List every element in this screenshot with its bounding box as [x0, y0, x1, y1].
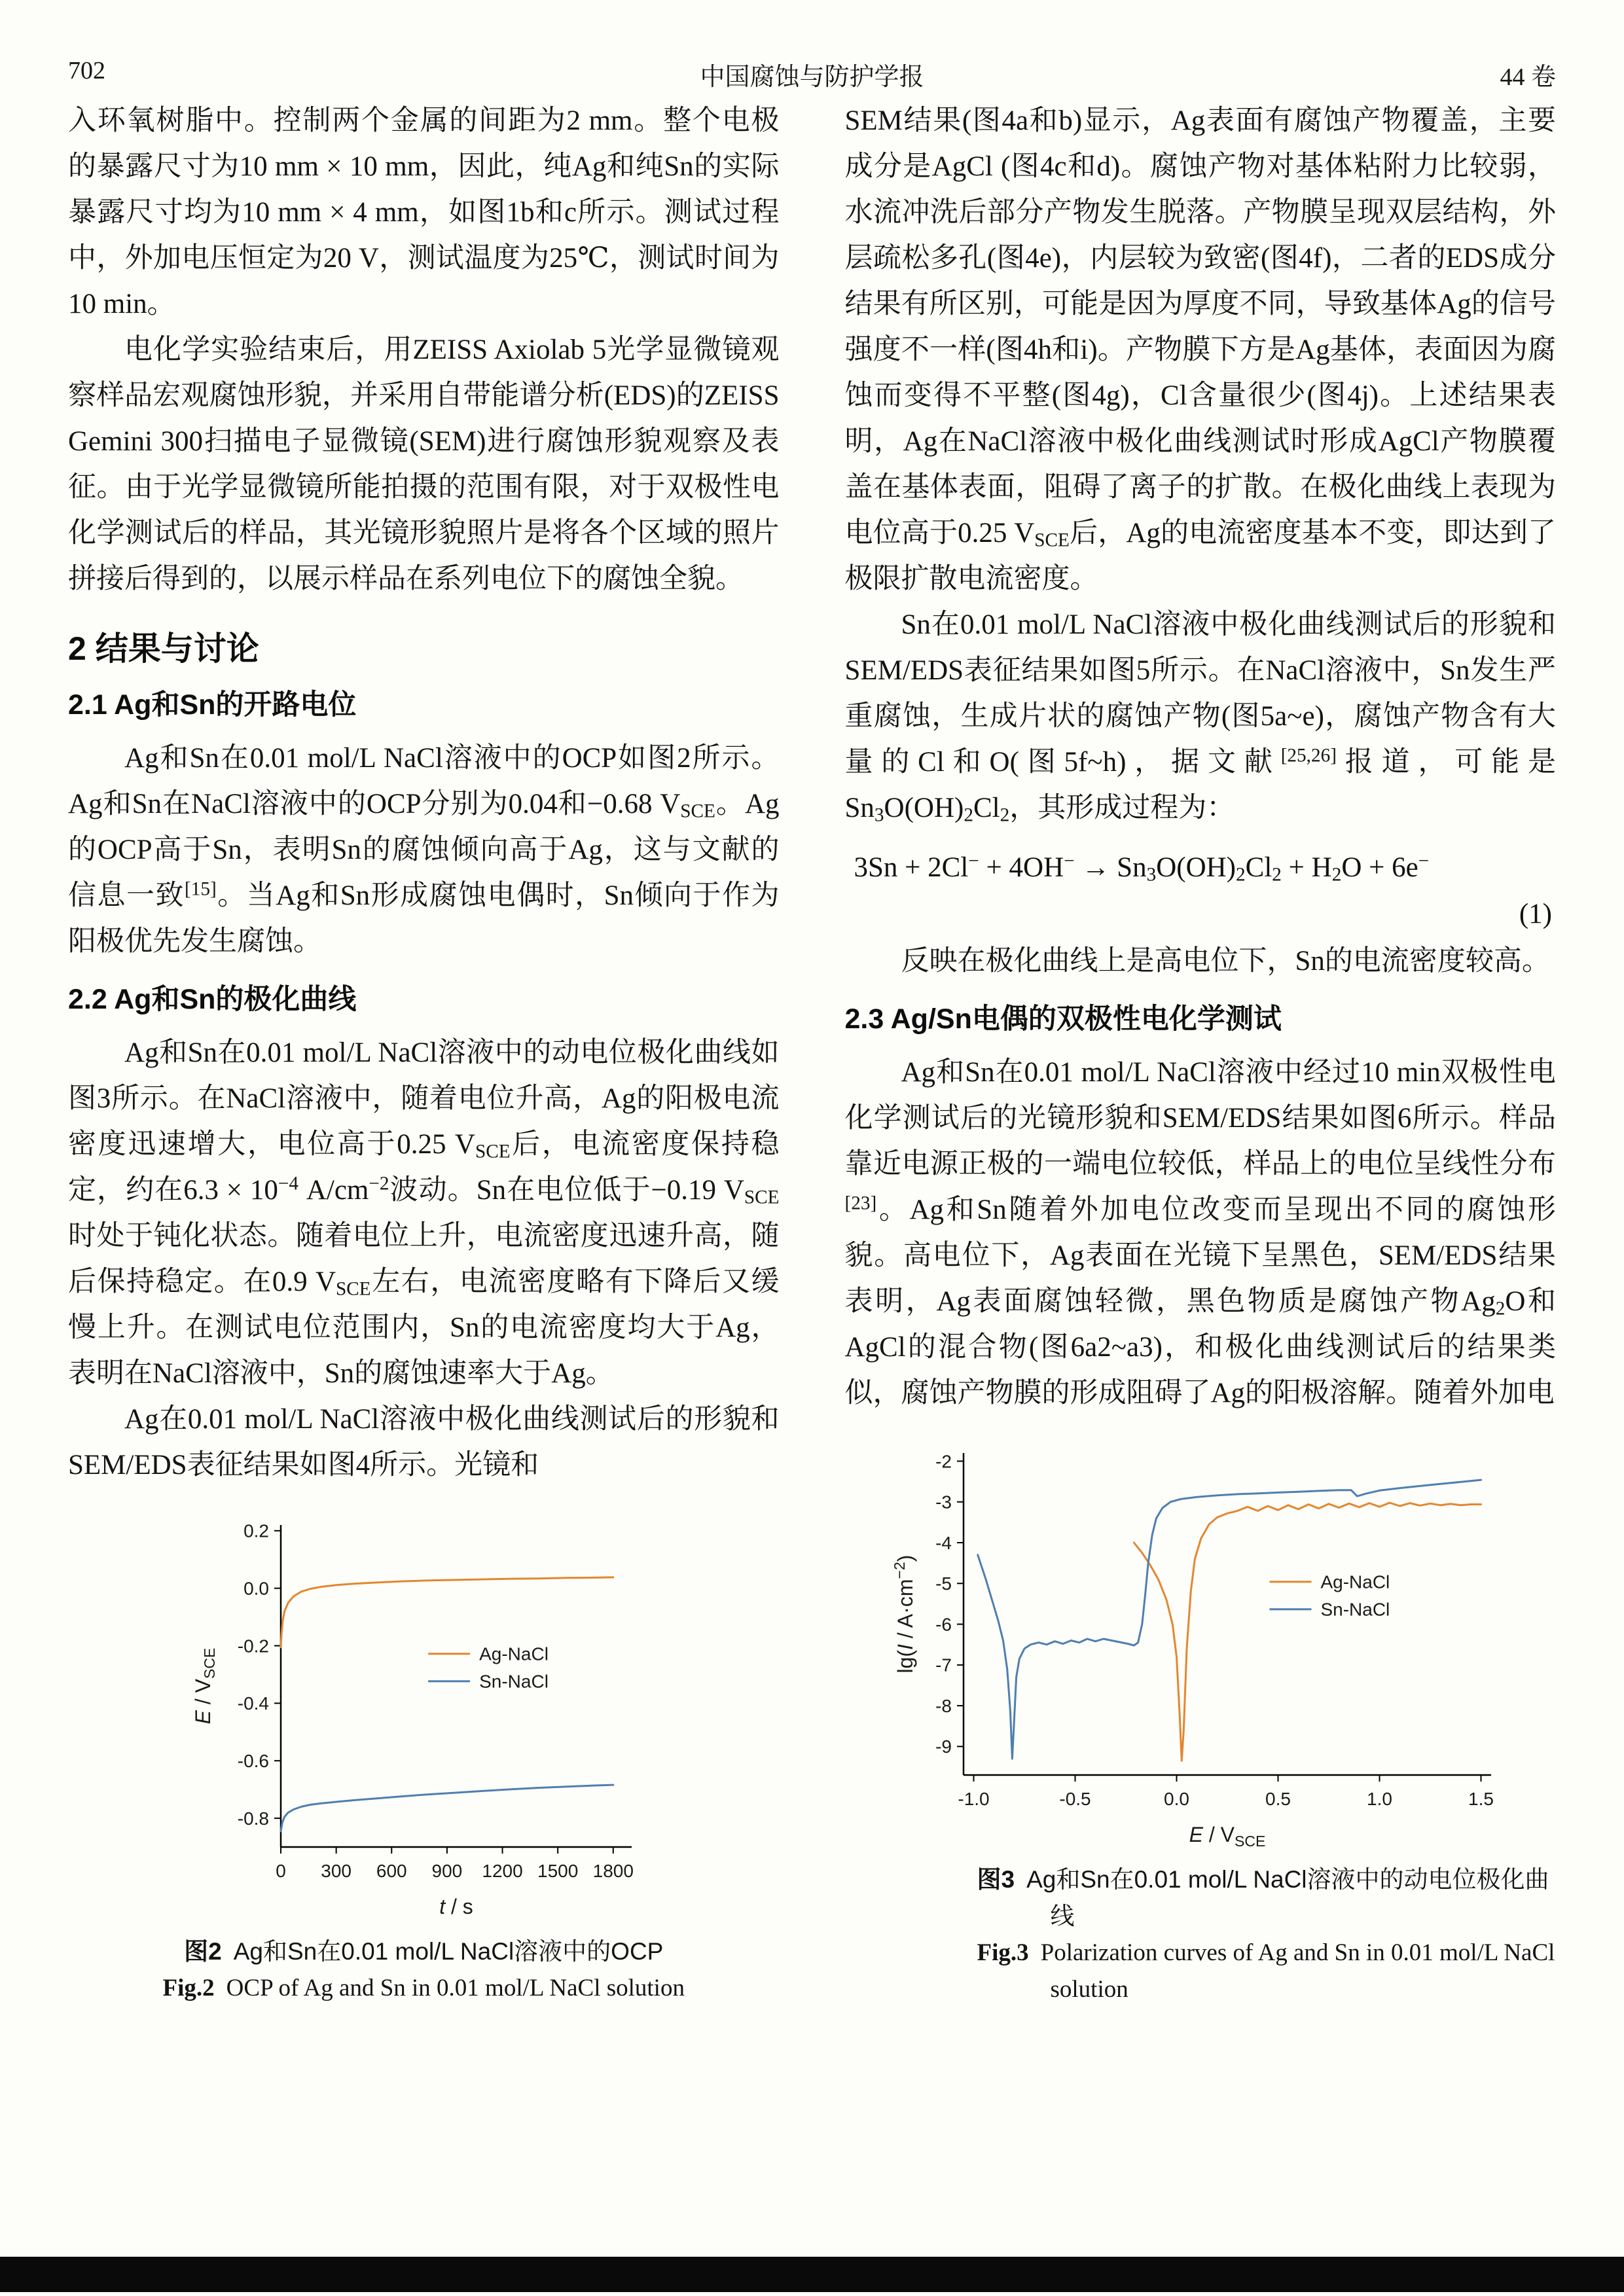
- svg-text:0.0: 0.0: [244, 1578, 270, 1599]
- paragraph-bipolar: Ag和Sn在0.01 mol/L NaCl溶液中经过10 min双极性电化学测试后的光镜形貌和SEM/EDS结果如图6所示。样品靠近电源正极的一端电位较低，样品上的电位呈线性分布[23]。Ag和Sn随着外加电位改变而呈现出不同的腐蚀形貌。高电位下，Ag表面在光镜下呈黑色，SEM/EDS结果表明，Ag表面腐蚀轻微，黑色物质是腐蚀产物$Ag_2O$和AgCl的混合物(图6a2~a3)，和极化曲线测试后的结果类似，腐蚀产物膜的形成阻碍了Ag的阳极溶解。随着外加电: [844, 1057, 1557, 1408]
- equation-1-body: $3Sn + 2Cl^- + 4OH^- \to Sn_3O(OH)_2Cl_2 + H_2O + 6e^-$: [854, 850, 1430, 886]
- svg-text:-6: -6: [935, 1614, 952, 1635]
- page-bottom-bar: [0, 2257, 1624, 2292]
- paragraph-sn-current: 反映在极化曲线上是高电位下，Sn的电流密度较高。: [901, 946, 1550, 977]
- svg-text:-0.4: -0.4: [238, 1693, 270, 1714]
- paragraph-methods: 电化学实验结束后，用ZEISS Axiolab 5光学显微镜观察样品宏观腐蚀形貌，并采用自带能谱分析(EDS)的ZEISS Gemini 300扫描电子显微镜(SEM)进行腐蚀形貌观察及表征。由于光学显微镜所能拍摄的范围有限，对于双极性电化学测试后的样品，其光镜形貌照片是将各个区域的照片拼接后得到的，以展示样品在系列电位下的腐蚀全貌。: [68, 334, 780, 594]
- svg-text:-3: -3: [935, 1492, 952, 1513]
- svg-text:-0.6: -0.6: [238, 1751, 270, 1772]
- paragraph-polarization: Ag和Sn在0.01 mol/L NaCl溶液中的动电位极化曲线如图3所示。在NaCl溶液中，随着电位升高，Ag的阳极电流密度迅速增大，电位高于0.25 $V_{SCE}$后，电流密度保持稳定，约在$6.3 \times 10^{-4}$ $A/cm^{-2}$波动。Sn在电位低于−0.19 $V_{SCE}$时处于钝化状态。随着电位上升，电流密度迅速升高，随后保持稳定。在0.9 $V_{SCE}$左右，电流密度略有下降后又缓慢上升。在测试电位范围内，Sn的电流密度均大于Ag，表明在NaCl溶液中，Sn的腐蚀速率大于Ag。: [68, 1037, 780, 1389]
- svg-text:300: 300: [321, 1861, 352, 1881]
- polarization-line-chart: [845, 1433, 1557, 1852]
- svg-text:Sn-NaCl: Sn-NaCl: [1320, 1599, 1390, 1620]
- svg-text:1800: 1800: [592, 1861, 634, 1881]
- left-column: [68, 98, 780, 2008]
- svg-text:Ag-NaCl: Ag-NaCl: [1320, 1571, 1390, 1592]
- figure-2-caption: [68, 1933, 780, 2007]
- svg-text:1.0: 1.0: [1366, 1789, 1392, 1809]
- volume-label: 44 卷: [1500, 63, 1556, 91]
- svg-text:0.0: 0.0: [1163, 1789, 1189, 1809]
- ocp-line-chart: [68, 1505, 780, 1924]
- svg-text:E / VSCE: E / $V_{SCE}$: [1189, 1823, 1266, 1850]
- svg-text:Ag-NaCl: Ag-NaCl: [479, 1643, 549, 1664]
- paragraph-ocp: Ag和Sn在0.01 mol/L NaCl溶液中的OCP如图2所示。Ag和Sn在NaCl溶液中的OCP分别为0.04和−0.68 $V_{SCE}$。Ag的OCP高于Sn，表明Sn的腐蚀倾向高于Ag，这与文献的信息一致[15]。当Ag和Sn形成腐蚀电偶时，Sn倾向于作为阳极优先发生腐蚀。: [68, 743, 780, 957]
- page-header: [68, 56, 1556, 90]
- figure-2-caption-en: [68, 1970, 780, 2007]
- paragraph-continuation: 入环氧树脂中。控制两个金属的间距为2 mm。整个电极的暴露尺寸为10 mm × 10 mm，因此，纯Ag和纯Sn的实际暴露尺寸均为10 mm × 4 mm，如图1b和c所示。测试过程中，外加电压恒定为20 V，测试温度为25℃，测试时间为10 min。: [68, 105, 780, 319]
- svg-text:600: 600: [376, 1861, 407, 1881]
- figure-2-caption-en-text: OCP of Ag and Sn in 0.01 mol/L NaCl solution: [226, 1975, 685, 2001]
- svg-text:-4: -4: [935, 1532, 952, 1553]
- svg-text:900: 900: [431, 1861, 463, 1881]
- svg-text:-1.0: -1.0: [958, 1789, 990, 1809]
- figure-2-caption-cn-text: Ag和Sn在0.01 mol/L NaCl溶液中的OCP: [233, 1938, 664, 1965]
- figure-3-label-en: Fig.3: [977, 1939, 1029, 1966]
- svg-text:lg(I / A·cm−2): $\lg(I / A\cdot cm^{-2})$: [890, 1554, 917, 1674]
- svg-text:-8: -8: [935, 1695, 952, 1716]
- figure-3-label-cn: 图3: [977, 1866, 1015, 1893]
- right-column: [845, 98, 1557, 2008]
- figure-3-caption-cn: [845, 1861, 1557, 1935]
- svg-text:0.2: 0.2: [244, 1520, 270, 1541]
- svg-text:E / VSCE: E / $V_{SCE}$: [191, 1647, 219, 1725]
- svg-text:-5: -5: [935, 1573, 952, 1594]
- figure-3: [845, 1433, 1557, 2008]
- figure-3-caption-cn-text: Ag和Sn在0.01 mol/L NaCl溶液中的动电位极化曲线: [1026, 1866, 1549, 1929]
- svg-text:-0.5: -0.5: [1059, 1789, 1091, 1809]
- svg-text:-9: -9: [935, 1736, 952, 1757]
- paragraph-sn-results: Sn在0.01 mol/L NaCl溶液中极化曲线测试后的形貌和SEM/EDS表征结果如图5所示。在NaCl溶液中，Sn发生严重腐蚀，生成片状的腐蚀产物(图5a~e)，腐蚀产物含有大量的Cl和O(图5f~h)，据文献[25,26]报道，可能是$Sn_3O(OH)_2Cl_2$，其形成过程为：: [844, 609, 1556, 826]
- svg-text:1500: 1500: [537, 1861, 579, 1881]
- svg-text:-0.8: -0.8: [238, 1808, 270, 1829]
- svg-text:-0.2: -0.2: [238, 1636, 270, 1657]
- figure-2-caption-cn: [68, 1933, 780, 1970]
- equation-1: [845, 842, 1557, 935]
- figure-2: [68, 1505, 780, 2007]
- svg-text:1200: 1200: [482, 1861, 523, 1881]
- paragraph-sem-results: SEM结果(图4a和b)显示，Ag表面有腐蚀产物覆盖，主要成分是AgCl (图4c和d)。腐蚀产物对基体粘附力比较弱，水流冲洗后部分产物发生脱落。产物膜呈现双层结构，外层疏松多孔(图4e)，内层较为致密(图4f)，二者的EDS成分结果有所区别，可能是因为厚度不同，导致基体Ag的信号强度不一样(图4h和i)。产物膜下方是Ag基体，表面因为腐蚀而变得不平整(图4g)，Cl含量很少(图4j)。上述结果表明，Ag在NaCl溶液中极化曲线测试时形成AgCl产物膜覆盖在基体表面，阻碍了离子的扩散。在极化曲线上表现为电位高于0.25 $V_{SCE}$后，Ag的电流密度基本不变，即达到了极限扩散电流密度。: [844, 105, 1556, 594]
- subsection-heading-bipolar: 2.3 Ag/Sn电偶的双极性电化学测试: [844, 1003, 1282, 1035]
- equation-1-number: (1): [1519, 899, 1552, 929]
- figure-2-label-en: Fig.2: [162, 1975, 215, 2001]
- svg-text:0: 0: [276, 1861, 287, 1881]
- figure-3-caption-en-text: Polarization curves of Ag and Sn in 0.01 mol/L NaCl solution: [1040, 1939, 1555, 2003]
- two-column-body: [68, 98, 1556, 2008]
- svg-text:1.5: 1.5: [1468, 1789, 1494, 1809]
- subsection-heading-polarization: 2.2 Ag和Sn的极化曲线: [68, 984, 357, 1015]
- svg-text:-2: -2: [935, 1451, 952, 1472]
- svg-text:0.5: 0.5: [1265, 1789, 1291, 1809]
- journal-title: 中国腐蚀与防护学报: [700, 63, 924, 91]
- svg-text:t / s: t / s: [439, 1895, 474, 1918]
- section-heading-results: 2 结果与讨论: [68, 630, 259, 667]
- page-number: 702: [68, 57, 105, 84]
- svg-text:Sn-NaCl: Sn-NaCl: [479, 1671, 549, 1692]
- subsection-heading-ocp: 2.1 Ag和Sn的开路电位: [68, 689, 357, 721]
- paragraph-ag-morphology-lead: Ag在0.01 mol/L NaCl溶液中极化曲线测试后的形貌和SEM/EDS表征结果如图4所示。光镜和: [68, 1404, 780, 1480]
- figure-3-caption-en: [845, 1935, 1557, 2008]
- figure-2-label-cn: 图2: [184, 1938, 222, 1965]
- figure-3-caption: [845, 1861, 1557, 2008]
- svg-text:-7: -7: [935, 1655, 952, 1676]
